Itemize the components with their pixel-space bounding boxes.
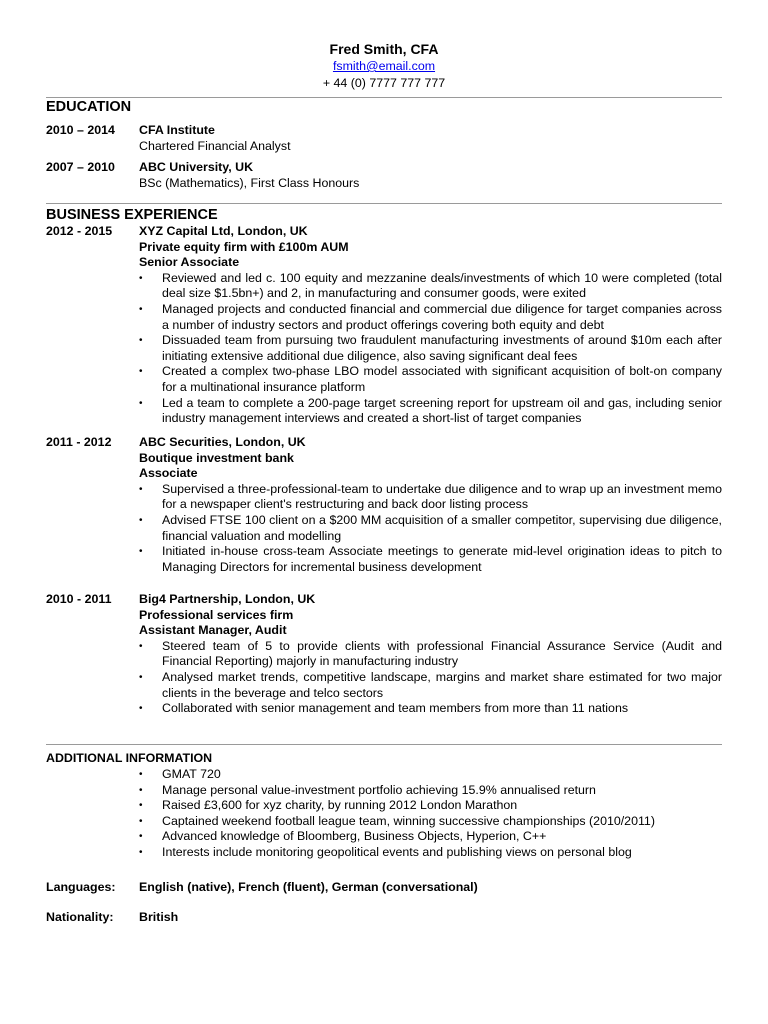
job-company-description: Professional services firm: [139, 607, 294, 622]
education-dates: 2010 – 2014: [46, 123, 115, 137]
job-achievements: [139, 482, 722, 576]
phone-number: + 44 (0) 7777 777 777: [322, 75, 446, 90]
languages-value: English (native), French (fluent), German (conversational): [139, 880, 478, 894]
education-detail: Chartered Financial Analyst: [139, 138, 291, 153]
job-company: Big4 Partnership, London, UK: [139, 592, 316, 606]
job-role: Associate: [139, 466, 198, 481]
job-dates: 2010 - 2011: [46, 592, 112, 606]
languages-label: Languages:: [46, 880, 116, 894]
list-item: • Advanced knowledge of Bloomberg, Business Objects, Hyperion, C++: [139, 829, 722, 845]
list-item: • Reviewed and led c. 100 equity and mezzanine deals/investments of which 10 were completed (total deal size $1.5bn+) and 2, in manufacturing and consumer goods, were exited: [139, 271, 722, 302]
job-company: ABC Securities, London, UK: [139, 435, 306, 449]
list-item: • GMAT 720: [139, 767, 722, 783]
list-item: • Collaborated with senior management and team members from more than 11 nations: [139, 701, 722, 717]
email-link[interactable]: fsmith@email.com: [332, 59, 436, 73]
list-item: • Raised £3,600 for xyz charity, by running 2012 London Marathon: [139, 798, 722, 814]
job-company: XYZ Capital Ltd, London, UK: [139, 224, 308, 238]
divider: [46, 203, 722, 204]
list-item: • Analysed market trends, competitive landscape, margins and market share estimated for two major clients in the beverage and telco sectors: [139, 670, 722, 701]
list-item: • Manage personal value-investment portfolio achieving 15.9% annualised return: [139, 783, 722, 799]
education-institution: CFA Institute: [139, 123, 215, 137]
nationality-value: British: [139, 910, 179, 924]
list-item: • Steered team of 5 to provide clients with professional Financial Assurance Service (Audit and Financial Reporting) majorly in manufacturing industry: [139, 639, 722, 670]
nationality-label: Nationality:: [46, 910, 114, 924]
candidate-name: Fred Smith, CFA: [329, 41, 439, 57]
education-detail: BSc (Mathematics), First Class Honours: [139, 175, 360, 190]
list-item: • Managed projects and conducted financial and commercial due diligence for target companies across a number of industry sectors and product offerings covering both equity and debt: [139, 302, 722, 333]
list-item: • Captained weekend football league team, winning successive championships (2010/2011): [139, 814, 722, 830]
job-achievements: [139, 271, 722, 427]
education-dates: 2007 – 2010: [46, 160, 115, 174]
job-company-description: Boutique investment bank: [139, 450, 294, 465]
job-role: Senior Associate: [139, 255, 240, 270]
list-item: • Initiated in-house cross-team Associate meetings to generate mid-level origination ideas to pitch to Managing Directors for incremental business development: [139, 544, 722, 575]
resume-header: [0, 41, 768, 91]
list-item: • Supervised a three-professional-team to undertake due diligence and to wrap up an investment memo for a newspaper client's restructuring and back door listing process: [139, 482, 722, 513]
education-institution: ABC University, UK: [139, 160, 254, 174]
additional-items: [139, 767, 722, 861]
job-role: Assistant Manager, Audit: [139, 623, 287, 638]
job-dates: 2012 - 2015: [46, 224, 113, 238]
list-item: • Created a complex two-phase LBO model associated with significant acquisition of bolt-on company for a multinational insurance platform: [139, 364, 722, 395]
job-company-description: Private equity firm with £100m AUM: [139, 239, 349, 254]
job-achievements: [139, 639, 722, 717]
list-item: • Advised FTSE 100 client on a $200 MM acquisition of a smaller competitor, supervising due diligence, financial valuation and modelling: [139, 513, 722, 544]
job-dates: 2011 - 2012: [46, 435, 112, 449]
education-heading: EDUCATION: [46, 99, 132, 115]
additional-heading: ADDITIONAL INFORMATION: [46, 751, 213, 765]
divider: [46, 744, 722, 745]
experience-heading: BUSINESS EXPERIENCE: [46, 207, 218, 223]
list-item: • Dissuaded team from pursuing two fraudulent manufacturing investments of around $10m each after initiating extensive additional due diligence, also saving significant deal fees: [139, 333, 722, 364]
divider: [46, 97, 722, 98]
list-item: • Led a team to complete a 200-page target screening report for upstream oil and gas, including senior industry management interviews and created a short-list of target companies: [139, 396, 722, 427]
list-item: • Interests include monitoring geopolitical events and publishing views on personal blog: [139, 845, 722, 861]
